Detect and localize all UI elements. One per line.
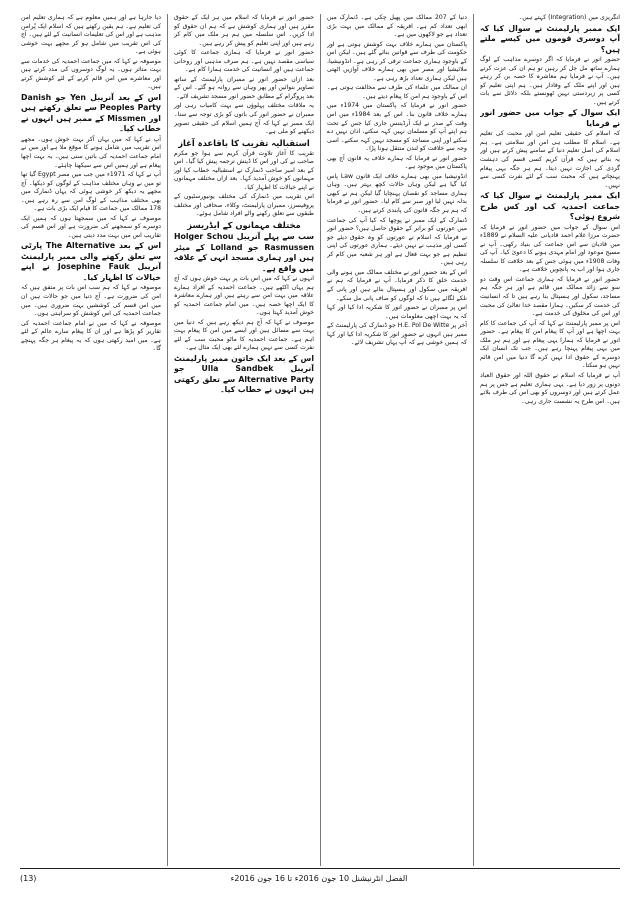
paragraph: تقریب کا آغاز تلاوت قرآن کریم سے ہوا جو مکرم صاحب نے کی اور اس کا ڈینش ترجمہ پیش کیا گیا۔ اس کے بعد امیر صاحب ڈنمارک نے استقبالیہ خطاب کیا اور مہمانوں کو خوش آمدید کہا۔ بعد ازاں مختلف مہمانوں نے اپنے خیالات کا اظہار کیا۔ [174, 149, 314, 191]
paragraph: موصوف نے کہا کہ میں سمجھتا ہوں کہ ہمیں ایک دوسرے کو سمجھنے کی ضرورت ہے اور اس قسم کی تقاریب اس میں بہت مدد دیتی ہیں۔ [21, 214, 161, 239]
section-heading: ایک ممبر پارلیمنٹ نے سوال کیا کہ جماعت احمدیہ کب اور کس طرح شروع ہوئی؟ [480, 191, 620, 222]
paragraph: پاکستان میں ہمارے خلاف بہت کوشش ہوتی ہے اور حکومت کی طرف سے قوانین بنائے گئے ہیں۔ لیکن اس کے باوجود ہماری جماعت ترقی کر رہی ہے۔ انڈونیشیا، ملائیشیا اور مصر میں بھی ہمارے خلاف آوازیں اٹھتی ہیں لیکن ہماری تعداد بڑھ رہی ہے۔ [327, 40, 467, 82]
page-number: (13) [20, 874, 37, 883]
issue-line: الفضل انٹرنیشنل 10 جون 2016ء تا 16 جون 2016ء [230, 874, 408, 883]
section-title: مختلف مہمانوں کے ایڈریسز [187, 220, 301, 231]
paragraph: حضور انور نے فرمایا کہ پاکستان میں 1974ء میں ہمارے خلاف قانون بنا۔ اس کے بعد 1984ء میں اس وقت کے صدر نے ایک آرڈیننس جاری کیا جس کے تحت ہم اپنے آپ کو مسلمان نہیں کہہ سکتے، اذان نہیں دے سکتے اور اپنی مساجد کو مسجد نہیں کہہ سکتے۔ اسی وجہ سے خلافت کو لندن منتقل ہونا پڑا۔ [327, 102, 467, 153]
paragraph: موصوف نے کہا کہ آج ہم دیکھ رہے ہیں کہ دنیا میں بہت سے مسائل ہیں اور ایسے میں امن کا پیغام بہت اہم ہے۔ جماعت احمدیہ کا ماٹو محبت سب کے لئے نفرت کسی سے نہیں ہمارے لئے بھی ایک مثال ہے۔ [174, 318, 314, 352]
column-1 [480, 14, 620, 866]
column-3 [174, 14, 314, 866]
paragraph: انہوں نے کہا کہ میں اس بات پر بہت خوش ہوں کہ آج ہم یہاں اکٹھے ہیں۔ جماعت احمدیہ کے افراد ہمارے علاقہ میں بہت امن سے رہتے ہیں اور ہمارے معاشرہ کا ایک اچھا حصہ ہیں۔ میں امام جماعت احمدیہ کو خوش آمدید کہتا ہوں۔ [174, 275, 314, 317]
paragraph: اس کے بعد حضور انور نے مختلف ممالک میں ہونے والی خدمت خلق کا ذکر فرمایا۔ آپ نے فرمایا کہ ہم نے افریقہ میں سکول اور ہسپتال بنائے ہیں اور پانی کے نلکے لگائے ہیں تا کہ لوگوں کو صاف پانی مل سکے۔ [327, 268, 467, 302]
paragraph: کہ اسلام کی حقیقی تعلیم امن اور محبت کی تعلیم ہے۔ اسلام کا مطلب ہی امن اور سلامتی ہے۔ ہم اسلام کی اصل تعلیم دنیا کے سامنے پیش کرتے ہیں اور یہ بتاتے ہیں کہ قرآن کریم کسی قسم کی دہشت گردی کی اجازت نہیں دیتا۔ ہم ہر جگہ یہی پیغام پہنچاتے ہیں کہ محبت سب کے لئے نفرت کسی سے نہیں۔ [480, 130, 620, 189]
paragraph: حضور انور نے فرمایا کہ اسلام میں ہر ایک کے حقوق مقرر ہیں اور ہماری کوشش ہے کہ ہم ان حقوق کو ادا کریں۔ اس سلسلہ میں ہم ہر ملک میں کام کر رہے ہیں اور اپنی تعلیم کو پیش کر رہے ہیں۔ [174, 14, 314, 47]
paragraph: دیا جارہا ہے اور ہمیں معلوم ہے کہ ہماری تعلیم امن کی تعلیم ہے۔ ہم یقین رکھتے ہیں کہ اسلام ایک پُرامن مذہب ہے اور اس کی تعلیمات انسانیت کے لئے ہیں۔ آج کی اس تقریب میں شامل ہو کر مجھے بہت خوشی ہوئی ہے۔ [21, 14, 161, 56]
paragraph: حضور انور نے فرمایا کہ اگر دوسرے مذاہب کے لوگ ہمارے ساتھ مل جل کر رہیں تو ہم ان کی عزت کرتے ہیں۔ آپ نے فرمایا ہم معاشرہ کا حصہ بن کر رہتے ہیں اور اپنے ملک کے وفادار ہیں۔ ہم اپنی تعلیم کو کسی پر زبردستی نہیں ٹھونستے بلکہ دلائل سے بات کرتے ہیں۔ [480, 56, 620, 106]
paragraph: حضور انور نے فرمایا کہ ہماری جماعت کا کوئی سیاسی مقصد نہیں ہے۔ ہم صرف مذہبی اور روحانی جماعت ہیں اور انسانیت کی خدمت ہمارا کام ہے۔ [174, 49, 314, 74]
column-divider [320, 14, 321, 866]
section-heading: اس کے بعد The Alternative پارٹی سے تعلق رکھنے والی ممبر پارلیمنٹ آنریبل Josephine Fauk نے اپنے خیالات کا اظہار کیا۔ [21, 241, 161, 282]
paragraph: دنیا کے 207 ممالک میں پھیل چکی ہے۔ ڈنمارک میں ابھی تعداد کم ہے۔ افریقہ کے ممالک میں بہت بڑی تعداد ہے جو لاکھوں میں ہے۔ [327, 14, 467, 39]
section-title: استقبالیہ تقریب کا باقاعدہ آغاز [178, 137, 310, 148]
paragraph: اس تقریب میں ڈنمارک کی مختلف یونیورسٹیوں کے پروفیسرز، ممبران پارلیمنٹ، وکلاء، صحافی اور مختلف طبقوں سے تعلق رکھنے والے افراد شامل ہوئے۔ [174, 193, 314, 218]
paragraph: آخر پر H.E. Pol De Witte جو ڈنمارک کی پارلیمنٹ کے ممبر ہیں انہوں نے حضور انور کا شکریہ ادا کیا اور کہا کہ ہمیں خوشی ہے کہ آپ یہاں تشریف لائے۔ [327, 322, 467, 347]
paragraph: اس سوال کے جواب میں حضور انور نے فرمایا کہ حضرت مرزا غلام احمد قادیانی علیہ السلام نے 1889ء میں قادیان سے اس جماعت کی بنیاد رکھی۔ آپ نے مسیح موعود اور امام مہدی ہونے کا دعویٰ کیا۔ آپ کی وفات 1908ء میں ہوئی جس کے بعد خلافت کا سلسلہ جاری ہوا اور اب یہ پانچویں خلافت ہے۔ [480, 223, 620, 274]
footer-rule [20, 868, 620, 869]
section-heading: اس کے بعد آنریبل Yen جو Danish Peoples Party سے تعلق رکھتے ہیں اور Missmen کے ممبر ہیں انہوں نے خطاب کیا۔ [21, 92, 161, 134]
paragraph: انڈونیشیا میں بھی ہمارے خلاف ایک قانون Law پاس کیا گیا ہے لیکن وہاں حالات کچھ بہتر ہیں۔ وہاں ہماری مساجد کو نقصان پہنچایا گیا لیکن ہم نے کبھی بدلہ نہیں لیا اور صبر سے کام لیا۔ حضور انور نے فرمایا کہ ہم ہر جگہ قانون کی پابندی کرتے ہیں۔ [327, 172, 467, 215]
paragraph: ان ممالک میں علماء کی طرف سے مخالفت ہوتی ہے۔ اس کے باوجود ہم امن کا پیغام دیتے ہیں۔ [327, 84, 467, 100]
column-4 [21, 14, 161, 866]
paragraph: آپ نے فرمایا کہ اسلام نے حقوق اللہ اور حقوق العباد دونوں پر زور دیا ہے۔ یہی ہماری تعلیم ہے جس پر ہم عمل کرتے ہیں اور دوسروں کو بھی اس کی طرف بلاتے ہیں۔ اس طرح یہ نشست جاری رہی۔ [480, 371, 620, 405]
section-heading: ایک ممبر پارلیمنٹ نے سوال کیا کہ آپ دوسری قوموں میں کیسے ملتے ہیں؟ [480, 23, 620, 54]
newspaper-page [20, 14, 620, 866]
paragraph: اس پر ممبر پارلیمنٹ نے کہا کہ آپ کی جماعت کا کام بہت اچھا ہے اور آپ کا پیغام امن کا پیغام ہے۔ حضور انور نے فرمایا کہ ہمارا یہی پیغام ہے اور ہم ہر ملک میں یہی پیغام پہنچا رہے ہیں۔ جب تک انسان ایک دوسرے کے حقوق ادا نہیں کرے گا دنیا میں امن قائم نہیں ہو سکتا۔ [480, 319, 620, 370]
paragraph: آپ نے کہا کہ 1971ء میں جب میں مصر Egypt گیا تھا تو میں نے وہاں مختلف مذاہب کے لوگوں کو دیکھا۔ آج مجھے یہ دیکھ کر خوشی ہوئی کہ یہاں ڈنمارک میں بھی مختلف مذاہب کے لوگ امن سے رہ رہے ہیں۔ 178 ممالک میں جماعت کا قیام ایک بڑی بات ہے۔ [21, 171, 161, 213]
paragraph: آپ نے کہا کہ میں یہاں آکر بہت خوش ہوں۔ مجھے اس تقریب میں شامل ہونے کا موقع ملا ہے اور میں نے امام جماعت احمدیہ کی باتیں سنی ہیں۔ یہ بہت اچھا پیغام ہے اور ہمیں اس سے سیکھنا چاہئے۔ [21, 135, 161, 169]
column-divider [473, 14, 474, 866]
section-heading: سب سے پہلے آنریبل Holger Schou Rasmussen جو Lolland کے میئر ہیں اور ہماری مسجد انہی کے علاقہ میں واقع ہے۔ [174, 232, 314, 273]
paragraph: موصوفہ نے کہا کہ میں جماعت احمدیہ کی خدمات سے بہت متاثر ہوں۔ یہ لوگ دوسروں کی مدد کرتے ہیں اور معاشرے میں امن قائم کرنے کے لئے کوشش کرتے ہیں۔ [21, 57, 161, 91]
paragraph: بعد ازاں حضور انور نے ممبران پارلیمنٹ کے ساتھ تصاویر بنوائیں اور پھر وہاں سے روانہ ہو گئے۔ اس کے بعد پروگرام کے مطابق حضور انور مسجد تشریف لائے۔ [174, 75, 314, 100]
column-divider [167, 14, 168, 866]
paragraph: موصوفہ نے کہا کہ میں نے امام جماعت احمدیہ کی تقاریر کو پڑھا ہے اور ان کا پیغام سارے عالم کے لئے ہے۔ میں امید رکھتی ہوں کہ یہ پیغام ہر جگہ پہنچے گا۔ [21, 319, 161, 353]
column-2 [327, 14, 467, 866]
paragraph: حضور انور نے فرمایا کہ ہماری جماعت اس وقت دو سو سے زائد ممالک میں قائم ہے اور ہر جگہ ہم مساجد، سکول اور ہسپتال بنا رہے ہیں تا کہ انسانیت کی خدمت کر سکیں۔ ہمارا مقصد خدا تعالیٰ کی محبت اور اس کی مخلوق کی خدمت ہے۔ [480, 275, 620, 318]
section-heading: اس کے بعد ایک خاتون ممبر پارلیمنٹ آنریبل Ulla Sandbek جو Alternative Party سے تعلق رکھتی ہیں انہوں نے خطاب کیا۔ [174, 353, 314, 395]
paragraph: اس پر ممبران نے حضور انور کا شکریہ ادا کیا اور کہا کہ یہ بہت اچھی معلومات ہیں۔ [327, 304, 467, 320]
paragraph: انگریزی میں (Integration) کہتے ہیں۔ [518, 14, 620, 21]
paragraph: موصوفہ نے کہا کہ ہم سب اس بات پر متفق ہیں کہ امن کی ضرورت ہے۔ آج دنیا میں جو حالات ہیں ان میں اس قسم کی کوششیں بہت ضروری ہیں۔ میں جماعت احمدیہ کی اس کوشش کو سراہتی ہوں۔ [21, 284, 161, 318]
paragraph: یہ ملاقات مختلف پہلوؤں سے بہت کامیاب رہی اور ممبران نے حضور انور کی باتوں کو بڑی توجہ سے سنا۔ ایک ممبر نے کہا کہ آج ہمیں اسلام کی حقیقی تصویر دیکھنے کو ملی ہے۔ [174, 102, 314, 136]
section-heading: ایک سوال کے جواب میں حضور انور نے فرمایا [480, 108, 620, 128]
paragraph: ڈنمارک کے ایک ممبر نے پوچھا کہ کیا آپ کی جماعت میں عورتوں کو برابر کے حقوق حاصل ہیں؟ حضور انور نے فرمایا کہ اسلام نے عورتوں کو وہ حقوق دیئے جو کسی اور مذہب نے نہیں دیئے۔ ہماری عورتوں کی اپنی تنظیم ہے جو بہت فعال ہے اور ہر شعبہ میں کام کر رہی ہیں۔ [327, 216, 467, 267]
paragraph: حضور انور نے فرمایا کہ ہمارے خلاف یہ قانون آج بھی پاکستان میں موجود ہے۔ [327, 154, 467, 171]
